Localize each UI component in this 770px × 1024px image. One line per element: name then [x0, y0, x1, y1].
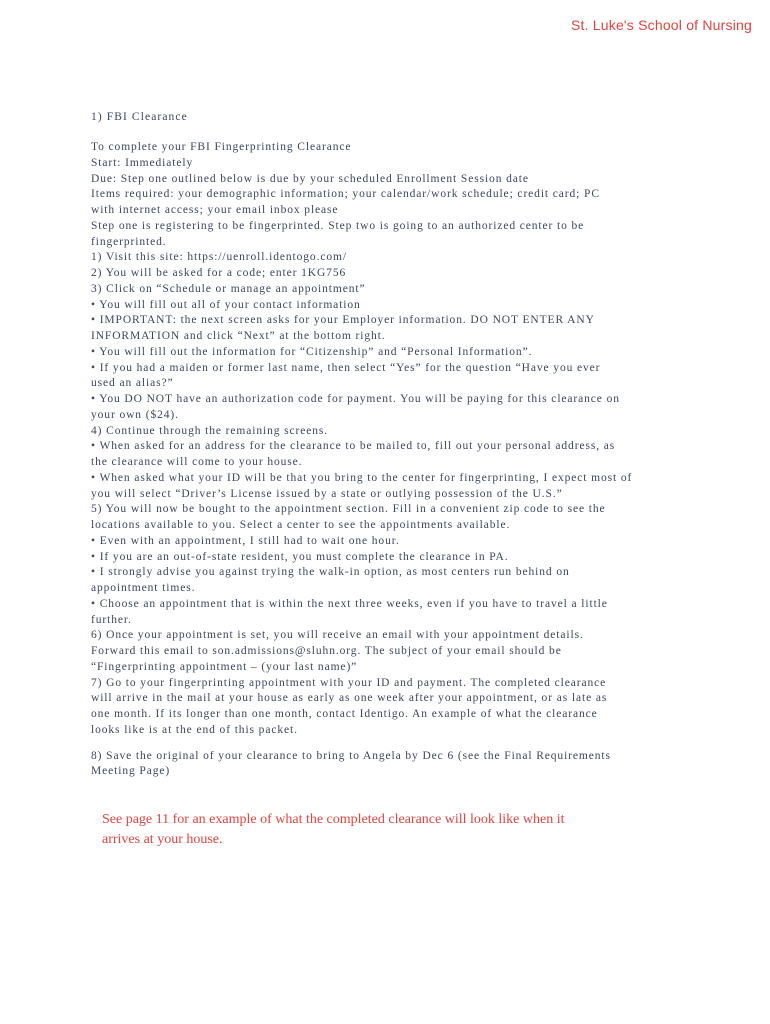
- instruction-line: • Even with an appointment, I still had to wait one hour.: [91, 534, 400, 547]
- instruction-line: one month. If its longer than one month, contact Identigo. An example of what the clearance: [91, 708, 598, 720]
- instruction-line: locations available to you. Select a center to see the appointments available.: [91, 519, 511, 531]
- example-note-line: See page 11 for an example of what the completed clearance will look like when it: [102, 812, 565, 827]
- instruction-line: with internet access; your email inbox please: [91, 204, 339, 216]
- instruction-line: 8) Save the original of your clearance to bring to Angela by Dec 6 (see the Final Requirements: [91, 749, 611, 762]
- instruction-line: fingerprinted.: [91, 235, 167, 248]
- school-name-header: St. Luke's School of Nursing: [570, 17, 752, 33]
- instruction-line: To complete your FBI Fingerprinting Clearance: [91, 141, 352, 153]
- instruction-line: used an alias?”: [91, 377, 174, 390]
- instruction-line: 3) Click on “Schedule or manage an appointment”: [91, 282, 366, 295]
- instruction-line: Due: Step one outlined below is due by your scheduled Enrollment Session date: [91, 172, 529, 185]
- instruction-line: looks like is at the end of this packet.: [91, 723, 298, 736]
- instruction-line: • IMPORTANT: the next screen asks for your Employer information. DO NOT ENTER ANY: [91, 314, 595, 327]
- instruction-line: • You will fill out all of your contact information: [91, 298, 361, 311]
- instruction-line: 5) You will now be bought to the appointment section. Fill in a convenient zip code to see the: [91, 503, 606, 516]
- instructions-step-8: [91, 749, 686, 781]
- instruction-line: • If you had a maiden or former last name, then select “Yes” for the question “Have you ever: [91, 361, 601, 374]
- paragraph-spacer: [91, 739, 686, 749]
- instruction-line: you will select “Driver’s License issued by a state or outlying possession of the U.S.”: [91, 487, 563, 500]
- instruction-line: INFORMATION and click “Next” at the bottom right.: [91, 330, 386, 342]
- instruction-line: 1) Visit this site: https://uenroll.identogo.com/: [91, 251, 347, 264]
- instructions-body: [91, 140, 686, 780]
- instruction-line: 6) Once your appointment is set, you will receive an email with your appointment details.: [91, 629, 584, 642]
- instruction-line: • You DO NOT have an authorization code for payment. You will be paying for this clearance on: [91, 393, 620, 405]
- instruction-line: Start: Immediately: [91, 156, 194, 169]
- instruction-line: Meeting Page): [91, 765, 171, 778]
- instruction-line: 4) Continue through the remaining screens.: [91, 424, 329, 437]
- instruction-line: 7) Go to your fingerprinting appointment with your ID and payment. The completed clearance: [91, 676, 607, 689]
- instruction-line: further.: [91, 613, 132, 626]
- instruction-line: will arrive in the mail at your house as early as one week after your appointment, or as late as: [91, 692, 608, 705]
- instruction-line: Forward this email to son.admissions@sluhn.org. The subject of your email should be: [91, 645, 562, 657]
- instruction-line: • When asked for an address for the clearance to be mailed to, fill out your personal address, as: [91, 440, 616, 453]
- instruction-line: • Choose an appointment that is within the next three weeks, even if you have to travel a little: [91, 597, 608, 610]
- example-note: [102, 810, 622, 849]
- instruction-line: Items required: your demographic information; your calendar/work schedule; credit card; PC: [91, 188, 600, 201]
- instruction-line: • I strongly advise you against trying the walk-in option, as most centers run behind on: [91, 566, 570, 579]
- section-title: 1) FBI Clearance: [91, 111, 188, 123]
- instruction-line: the clearance will come to your house.: [91, 456, 303, 468]
- instruction-line: Step one is registering to be fingerprinted. Step two is going to an authorized center to be: [91, 219, 585, 232]
- instruction-line: “Fingerprinting appointment – (your last name)”: [91, 660, 358, 673]
- instruction-line: • When asked what your ID will be that you bring to the center for fingerprinting, I expect most of: [91, 471, 633, 484]
- instruction-line: appointment times.: [91, 582, 196, 594]
- instruction-line: your own ($24).: [91, 408, 179, 421]
- instruction-line: • If you are an out-of-state resident, you must complete the clearance in PA.: [91, 550, 509, 563]
- instruction-line: • You will fill out the information for “Citizenship” and “Personal Information”.: [91, 345, 533, 358]
- example-note-line: arrives at your house.: [102, 831, 223, 847]
- instructions-steps-1-7: [91, 140, 686, 739]
- instruction-line: 2) You will be asked for a code; enter 1KG756: [91, 267, 347, 279]
